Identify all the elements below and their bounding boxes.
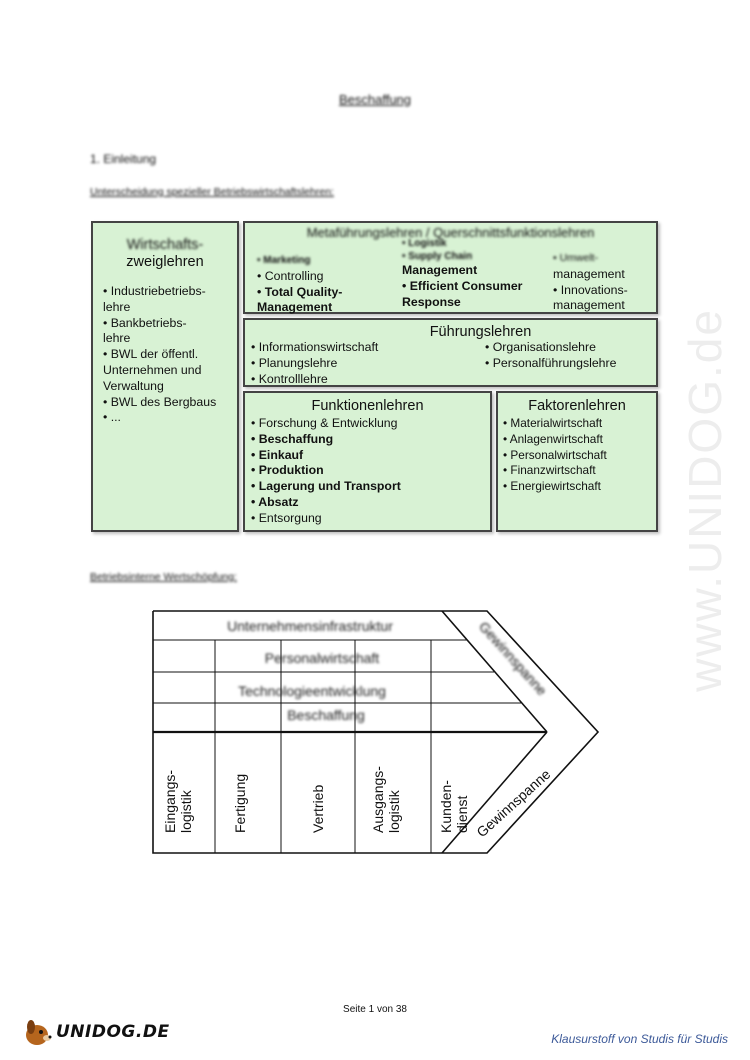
margin-label-bottom: Gewinnspanne [473,765,554,841]
support-activity-label: Beschaffung [287,707,365,723]
list-item: • BWL des Bergbaus [103,394,217,409]
primary-activity-label [370,766,402,833]
wirtschaftszweig-title-2: zweiglehren [126,254,204,270]
list-item: • Forschung & Entwicklung [251,416,398,430]
primary-activity-label [310,785,326,833]
list-item: • Logistik [402,238,447,249]
list-item: lehre [103,299,131,314]
list-item: • Umwelt- [553,252,599,264]
faktoren-title: Faktorenlehren [528,398,626,414]
list-item: • Efficient Consumer [402,278,523,293]
list-item: • Supply Chain [402,251,473,262]
primary-activity-line: dienst [454,795,470,833]
list-item: management [553,266,625,281]
list-item: • BWL der öffentl. [103,347,199,362]
support-activity-label: Personalwirtschaft [264,650,380,666]
list-item: • Total Quality- [257,284,343,299]
list-item: • Planungslehre [251,355,338,370]
margin-label-top: Gewinnspanne [475,618,551,699]
list-item: • Personalführungslehre [485,355,617,370]
list-item: • Bankbetriebs- [103,315,187,330]
list-item: • Absatz [251,494,299,509]
list-item: • Innovations- [553,282,628,297]
metafuehrung-title: Metaführungslehren / Querschnittsfunktionslehren [306,225,595,240]
list-item: Unternehmen und [103,362,202,377]
list-item: Management [402,263,478,277]
list-item: • Informationswirtschaft [251,340,379,354]
list-item: • Finanzwirtschaft [503,463,596,478]
primary-activity-label [232,774,248,833]
logo-text: UNIDOG.DE [56,1022,170,1042]
page-title: Beschaffung [338,92,412,107]
list-item: Verwaltung [103,378,164,393]
primary-activity-line: logistik [386,790,402,833]
list-item: • ... [103,410,121,425]
list-item: • Anlagenwirtschaft [503,431,603,446]
list-item: • Industriebetriebs- [103,284,206,298]
wirtschaftszweig-title-1: Wirtschafts- [126,237,204,253]
primary-activity-line: logistik [178,790,194,833]
support-activity-label: Technologieentwicklung [238,683,386,699]
subheading-betriebswirtschaftslehren: Unterscheidung spezieller Betriebswirtschaftslehren: [90,186,334,198]
unidog-logo [22,1016,170,1050]
list-item: Response [402,294,461,309]
primary-activity-label [438,780,470,833]
dog-icon [22,1016,56,1050]
list-item: • Kontrolllehre [251,371,328,386]
list-item: • Personalwirtschaft [503,447,607,462]
subheading-wertschoepfung: Betriebsinterne Wertschöpfung: [90,571,237,583]
list-item: • Lagerung und Transport [251,479,401,494]
watermark: www.UNIDOG.de [679,308,731,692]
primary-activity-line: Vertrieb [310,784,326,833]
list-item: Management [257,300,333,315]
primary-activity-line: Fertigung [232,773,248,833]
list-item: • Entsorgung [251,510,322,525]
list-item: management [553,298,625,313]
list-item: • Einkauf [251,447,304,462]
primary-activity-line: Kunden- [438,780,454,833]
list-item: • Organisationslehre [485,340,596,354]
page-number: Seite 1 von 38 [343,1004,407,1015]
list-item: • Controlling [257,268,324,283]
funktionen-title: Funktionenlehren [311,398,424,414]
list-item: • Energiewirtschaft [503,479,601,494]
fuehrung-title: Führungslehren [429,324,532,340]
list-item: • Produktion [251,463,324,478]
support-activity-label: Unternehmensinfrastruktur [227,618,393,634]
list-item: • Beschaffung [251,431,334,446]
primary-activity-label [162,770,194,833]
section-heading: 1. Einleitung [90,152,157,166]
list-item: lehre [103,331,131,346]
primary-activity-line: Ausgangs- [370,766,386,833]
list-item: • Materialwirtschaft [503,416,603,430]
footer-tagline: Klausurstoff von Studis für Studis [551,1032,728,1046]
list-item: • Marketing [257,255,311,266]
primary-activity-line: Eingangs- [162,769,178,833]
